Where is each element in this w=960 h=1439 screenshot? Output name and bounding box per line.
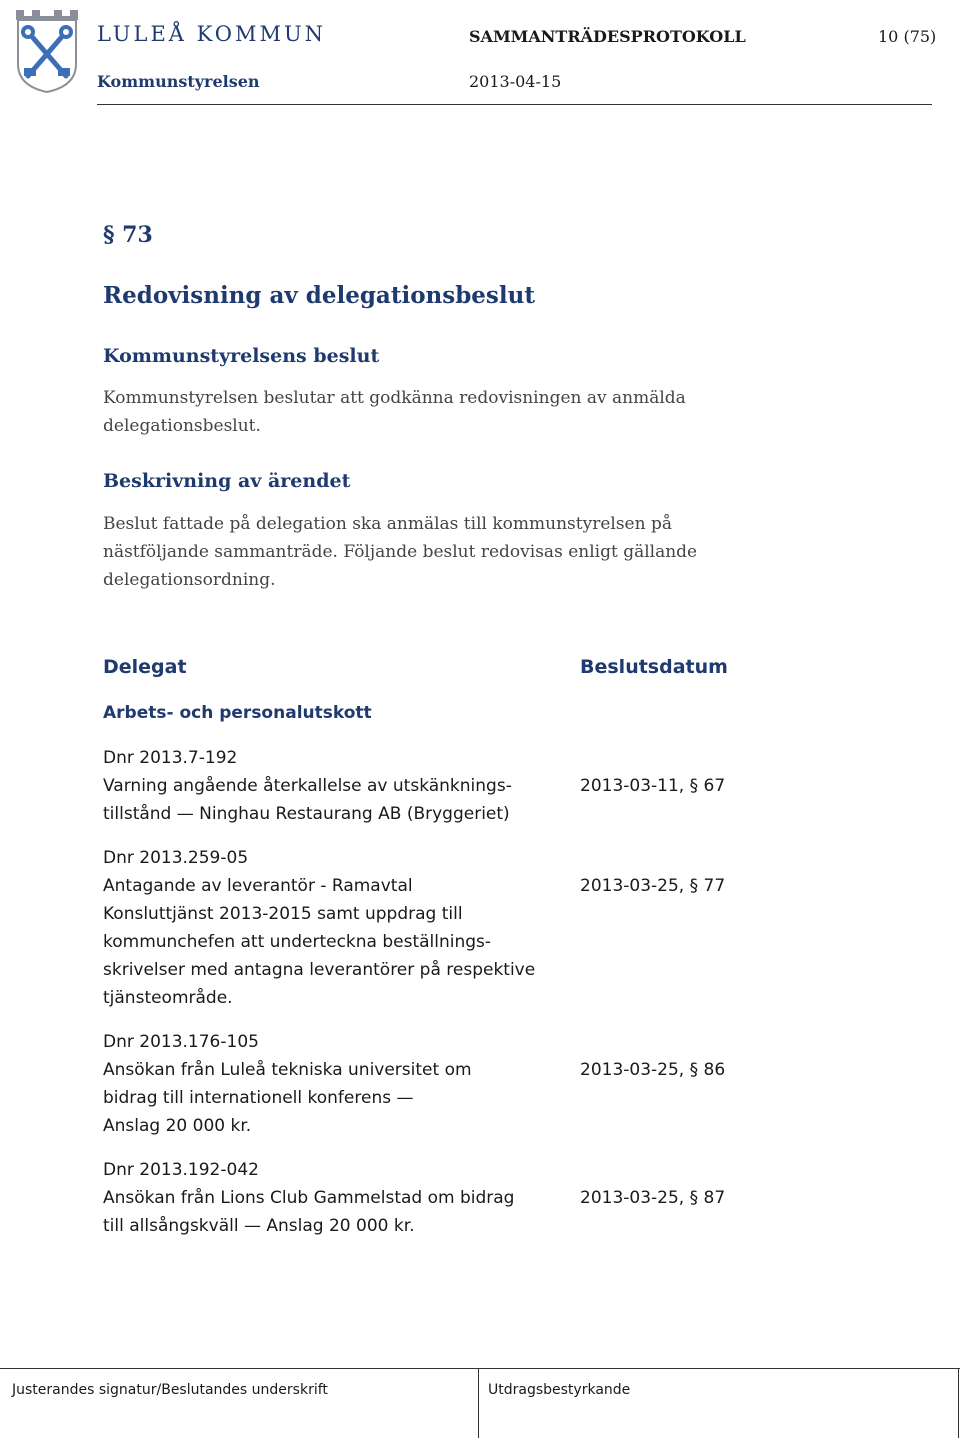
page-number: 10 (75) (878, 27, 937, 46)
footer-divider (0, 1368, 960, 1369)
item-line: kommunchefen att underteckna beställnings- (103, 932, 492, 952)
footer-column-divider (478, 1368, 479, 1438)
item-line: skrivelser med antagna leverantörer på respektive (103, 960, 536, 980)
document-type: SAMMANTRÄDESPROTOKOLL (469, 27, 746, 46)
header-divider (97, 104, 932, 105)
decision-line: Kommunstyrelsen beslutar att godkänna redovisningen av anmälda (103, 388, 686, 408)
column-header-beslutsdatum: Beslutsdatum (580, 656, 728, 678)
section-title: Redovisning av delegationsbeslut (103, 282, 535, 309)
footer-right-border (958, 1368, 959, 1438)
description-line: delegationsordning. (103, 570, 276, 590)
item-line: bidrag till internationell konferens — (103, 1088, 414, 1108)
description-heading: Beskrivning av ärendet (103, 470, 351, 492)
item-line: Ansökan från Luleå tekniska universitet om (103, 1060, 472, 1080)
item-dnr: Dnr 2013.176-105 (103, 1032, 259, 1052)
department-name: Kommunstyrelsen (97, 72, 260, 91)
list-item (103, 744, 573, 828)
item-line: Varning angående återkallelse av utskänknings- (103, 776, 512, 796)
item-dnr: Dnr 2013.192-042 (103, 1160, 259, 1180)
list-item (103, 844, 573, 1012)
delegate-group-heading: Arbets- och personalutskott (103, 703, 372, 723)
signature-label: Justerandes signatur/Beslutandes underskrift (12, 1382, 328, 1398)
item-line: till allsångskväll — Anslag 20 000 kr. (103, 1216, 415, 1236)
decision-heading: Kommunstyrelsens beslut (103, 345, 380, 367)
item-line: tjänsteområde. (103, 988, 233, 1008)
description-line: nästföljande sammanträde. Följande beslut redovisas enligt gällande (103, 542, 698, 562)
item-decision-date: 2013-03-25, § 87 (580, 1188, 726, 1208)
item-line: Konsluttjänst 2013-2015 samt uppdrag till (103, 904, 463, 924)
meeting-date: 2013-04-15 (469, 72, 562, 91)
decision-text (103, 384, 743, 440)
item-decision-date: 2013-03-25, § 77 (580, 876, 726, 896)
certification-label: Utdragsbestyrkande (488, 1382, 631, 1398)
description-line: Beslut fattade på delegation ska anmälas till kommunstyrelsen på (103, 514, 672, 534)
list-item (103, 1156, 573, 1240)
lulea-coat-of-arms-icon (14, 6, 80, 94)
description-text (103, 510, 743, 594)
column-header-delegat: Delegat (103, 656, 187, 678)
section-number: § 73 (103, 222, 153, 248)
item-line: Anslag 20 000 kr. (103, 1116, 252, 1136)
list-item (103, 1028, 573, 1140)
item-line: Ansökan från Lions Club Gammelstad om bidrag (103, 1188, 515, 1208)
item-decision-date: 2013-03-25, § 86 (580, 1060, 726, 1080)
item-line: tillstånd — Ninghau Restaurang AB (Bryggeriet) (103, 804, 510, 824)
item-dnr: Dnr 2013.7-192 (103, 748, 238, 768)
item-line: Antagande av leverantör - Ramavtal (103, 876, 413, 896)
item-dnr: Dnr 2013.259-05 (103, 848, 249, 868)
organization-name: LULEÅ KOMMUN (97, 22, 327, 46)
item-decision-date: 2013-03-11, § 67 (580, 776, 726, 796)
decision-line: delegationsbeslut. (103, 416, 261, 436)
